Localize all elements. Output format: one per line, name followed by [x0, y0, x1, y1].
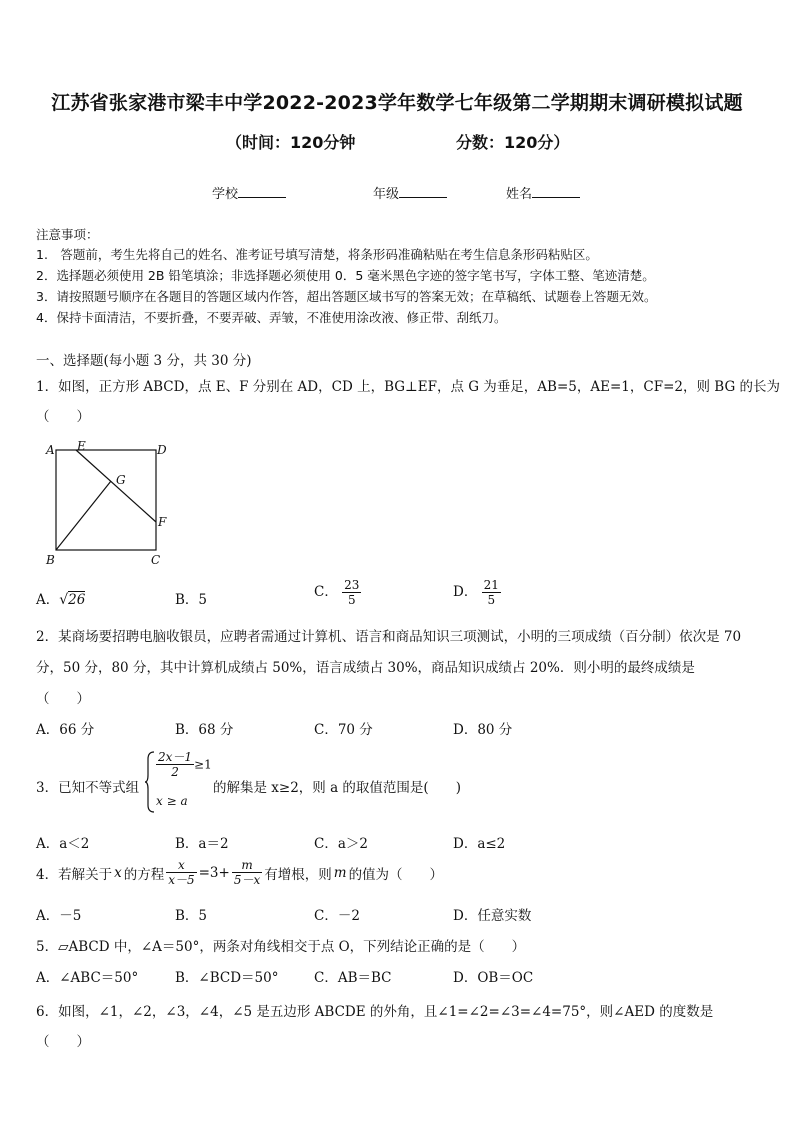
- label-a: A: [46, 443, 55, 457]
- q3-option-d[interactable]: D．a≤2: [453, 836, 506, 852]
- name-label: 姓名: [506, 187, 533, 202]
- notice-item: 4．保持卡面清洁，不要折叠，不要弄破、弄皱，不准使用涂改液、修正带、刮纸刀。: [36, 310, 507, 325]
- q5-option-b[interactable]: B．∠BCD＝50°: [175, 970, 279, 986]
- q1-paren: （ ）: [36, 409, 90, 425]
- notice-item: 2．选择题必须使用 2B 铅笔填涂；非选择题必须使用 0．5 毫米黑色字迹的签字笔书写，字体工整、笔迹清楚。: [36, 268, 655, 283]
- q5-option-d[interactable]: D．OB＝OC: [453, 970, 534, 986]
- notice-item: 3．请按照题号顺序在各题目的答题区域内作答，超出答题区域书写的答案无效；在草稿纸、试题卷上答题无效。: [36, 289, 657, 304]
- frac-num: 23: [344, 578, 360, 592]
- q6-text: 6．如图，∠1，∠2，∠3，∠4，∠5 是五边形 ABCDE 的外角，且∠1=∠2=∠3=∠4=75°，则∠AED 的度数是: [36, 1004, 714, 1020]
- grade-blank[interactable]: [399, 185, 447, 198]
- label-e: E: [77, 439, 86, 453]
- label-c: C: [151, 553, 161, 567]
- segment-bg: [56, 481, 111, 550]
- q3-inequality-2: x ≥ a: [156, 794, 188, 808]
- q1-option-c[interactable]: [314, 578, 361, 607]
- page-title: 江苏省张家港市梁丰中学2022-2023学年数学七年级第二学期期末调研模拟试题: [51, 92, 743, 114]
- q3-prefix: 3．已知不等式组: [36, 780, 140, 796]
- grade-label: 年级: [373, 187, 400, 202]
- q4-mid3: 有增根，则: [264, 866, 332, 883]
- q4-mid1: 的方程: [123, 866, 165, 883]
- q4-option-c[interactable]: C．－2: [314, 908, 360, 924]
- name-field[interactable]: [506, 183, 580, 202]
- frac-num: m: [232, 858, 262, 873]
- label-d: D: [157, 443, 167, 457]
- label-f: F: [158, 515, 167, 529]
- frac-den: 5: [487, 593, 496, 607]
- q1-square-figure: [40, 438, 180, 572]
- square-abcd: [56, 450, 156, 550]
- notice-title: 注意事项：: [36, 227, 99, 242]
- q2-option-d[interactable]: D．80 分: [453, 722, 513, 738]
- q4-text: [36, 858, 443, 887]
- frac-den: 2: [171, 765, 179, 779]
- q4-option-d[interactable]: D．任意实数: [453, 908, 532, 924]
- q3-option-a[interactable]: A．a＜2: [36, 836, 90, 852]
- frac-num: 2x－1: [158, 750, 193, 764]
- option-label: D．: [453, 584, 478, 600]
- name-blank[interactable]: [532, 185, 580, 198]
- q3-option-c[interactable]: C．a＞2: [314, 836, 368, 852]
- q3-suffix: 的解集是 x≥2，则 a 的取值范围是( ): [213, 780, 461, 796]
- q3-inequality-1: [156, 750, 212, 779]
- school-blank[interactable]: [238, 185, 286, 198]
- frac-den: 5: [347, 593, 356, 607]
- school-field[interactable]: [212, 183, 286, 202]
- q2-option-c[interactable]: C．70 分: [314, 722, 373, 738]
- brace-icon: [144, 751, 156, 813]
- q2-text-line2: 分，50 分，80 分，其中计算机成绩占 50%，语言成绩占 30%，商品知识成绩占 20%．则小明的最终成绩是: [36, 660, 695, 676]
- grade-field[interactable]: [373, 183, 447, 202]
- q1-text: 1．如图，正方形 ABCD，点 E、F 分别在 AD，CD 上，BG⊥EF，点 G 为垂足，AB=5，AE=1，CF=2，则 BG 的长为: [36, 379, 781, 395]
- label-b: B: [46, 553, 55, 567]
- q4-mid2: =3+: [198, 864, 230, 881]
- q4-option-b[interactable]: B．5: [175, 908, 208, 924]
- frac-den: 5－x: [233, 873, 261, 887]
- ineq-rhs: ≥1: [194, 757, 212, 772]
- exam-time: （时间：120分钟: [226, 133, 356, 152]
- label-g: G: [116, 473, 126, 487]
- q5-option-a[interactable]: A．∠ABC＝50°: [36, 970, 139, 986]
- section-heading: 一、选择题(每小题 3 分，共 30 分): [36, 353, 252, 369]
- q2-option-a[interactable]: A．66 分: [36, 722, 95, 738]
- option-label: A．: [36, 592, 60, 608]
- q1-option-a[interactable]: [36, 588, 85, 608]
- radicand: 26: [68, 592, 86, 608]
- q5-option-c[interactable]: C．AB＝BC: [314, 970, 392, 986]
- q2-text-line1: 2．某商场要招聘电脑收银员，应聘者需通过计算机、语言和商品知识三项测试，小明的三项成绩（百分制）依次是 70: [36, 629, 742, 645]
- q5-text: 5．▱ABCD 中，∠A＝50°，两条对角线相交于点 O，下列结论正确的是（ ）: [36, 939, 526, 955]
- q4-prefix: 4．若解关于: [36, 866, 113, 883]
- q6-paren: （ ）: [36, 1034, 90, 1050]
- option-label: C．: [314, 584, 338, 600]
- exam-score: 分数：120分）: [456, 133, 570, 152]
- q1-option-d[interactable]: [453, 578, 501, 607]
- q4-option-a[interactable]: A．－5: [36, 908, 82, 924]
- q2-option-b[interactable]: B．68 分: [175, 722, 234, 738]
- q2-paren: （ ）: [36, 691, 90, 707]
- frac-num: 21: [483, 578, 499, 592]
- school-label: 学校: [212, 187, 239, 202]
- q4-suffix: 的值为（ ）: [348, 866, 444, 883]
- frac-num: x: [166, 858, 196, 873]
- notice-item: 1. 答题前，考生先将自己的姓名、准考证号填写清楚，将条形码准确粘贴在考生信息条形码粘贴区。: [36, 247, 598, 262]
- var-x: x: [114, 864, 122, 881]
- var-m: m: [333, 864, 347, 881]
- frac-den: x－5: [168, 873, 195, 887]
- sqrt-icon: √: [59, 592, 69, 608]
- q3-option-b[interactable]: B．a＝2: [175, 836, 229, 852]
- q1-option-b[interactable]: B．5: [175, 592, 208, 608]
